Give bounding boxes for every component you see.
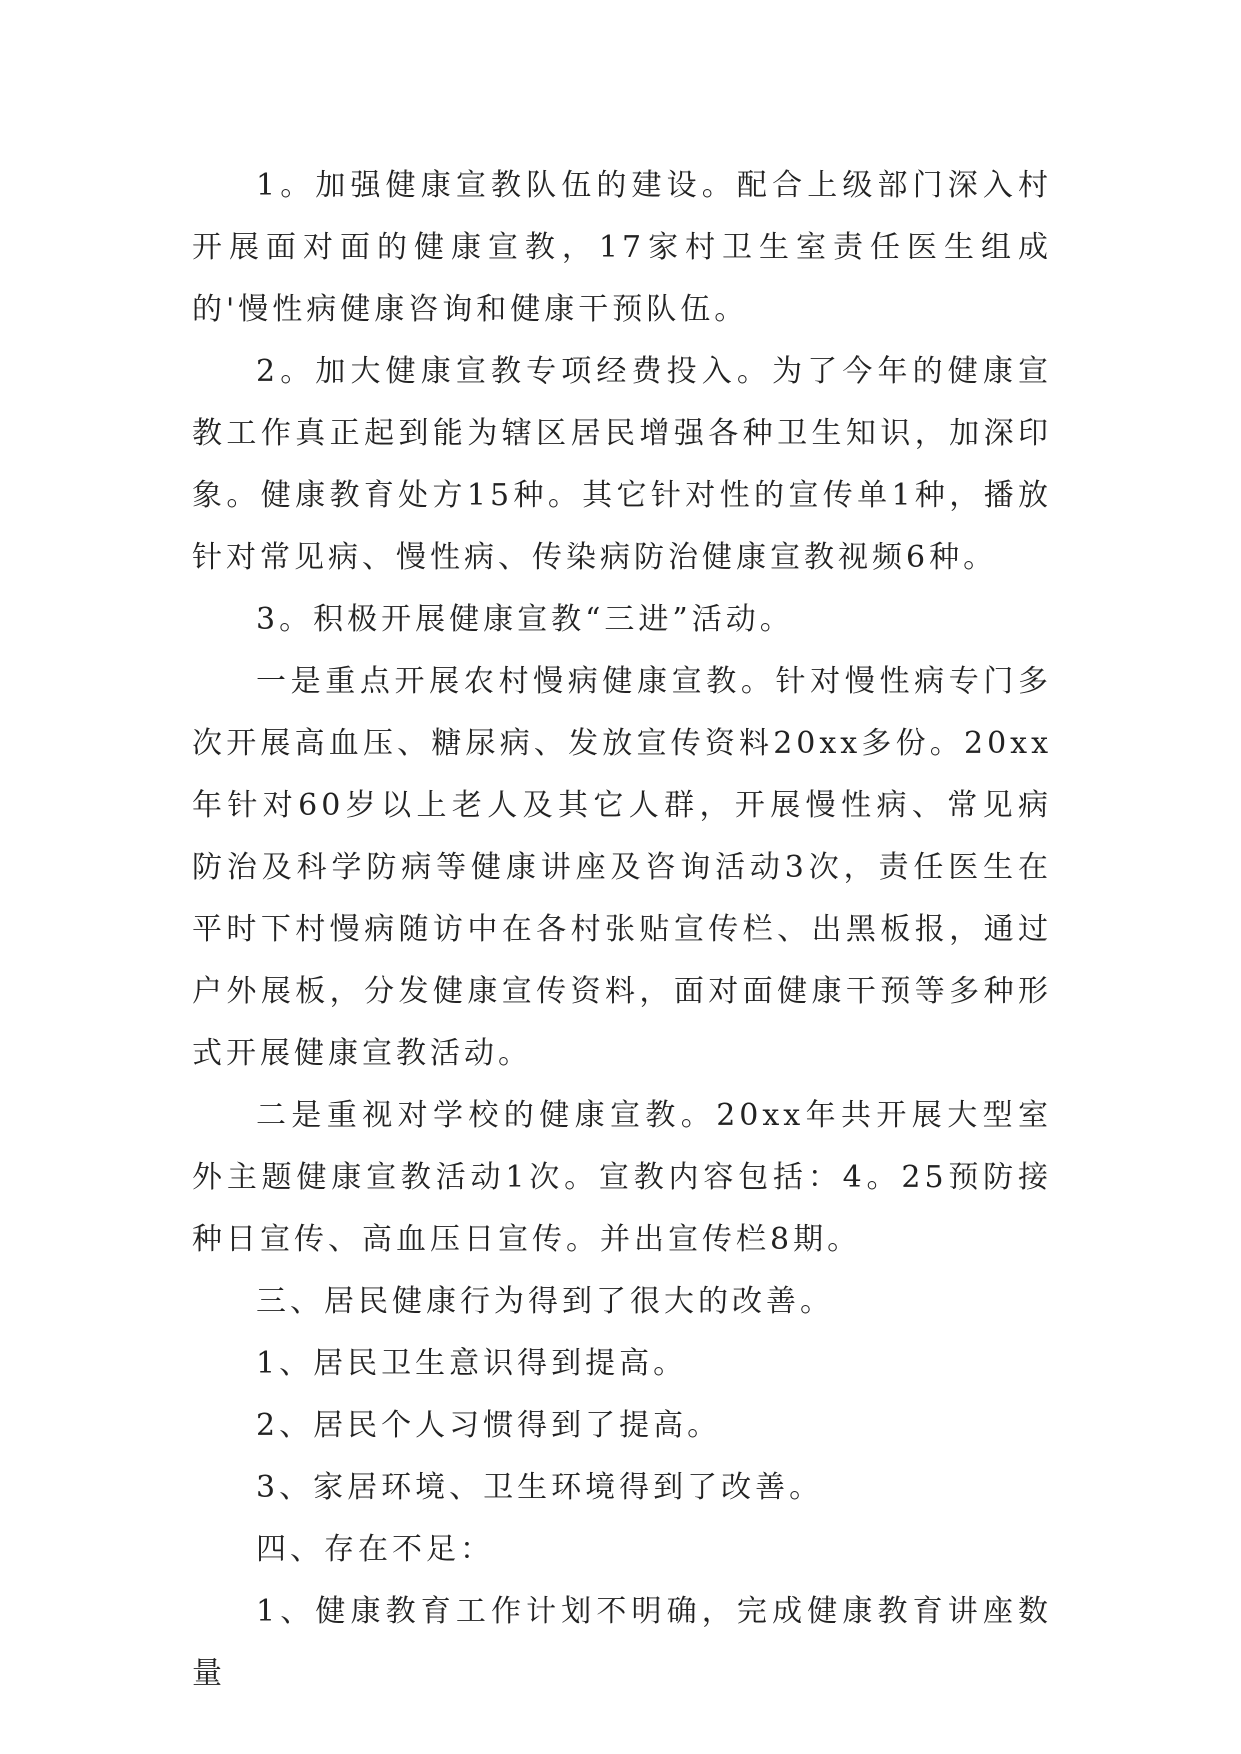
list-item-hygiene-awareness: 1、居民卫生意识得到提高。 <box>256 1346 688 1381</box>
paragraph-three-entries: 3。积极开展健康宣教“三进”活动。 <box>256 602 794 637</box>
list-item-unclear-plan: 1、健康教育工作计划不明确，完成健康教育讲座数量 <box>192 1594 1052 1691</box>
list-item-environment: 3、家居环境、卫生环境得到了改善。 <box>256 1470 824 1505</box>
paragraph-rural-education: 一是重点开展农村慢病健康宣教。针对慢性病专门多次开展高血压、糖尿病、发放宣传资料20xx多份。20xx年针对60岁以上老人及其它人群，开展慢性病、常见病防治及科学防病等健康讲座及咨询活动3次，责任医生在平时下村慢病随访中在各村张贴宣传栏、出黑板报，通过户外展板，分发健康宣传资料，面对面健康干预等多种形式开展健康宣教活动。 <box>192 664 1052 1071</box>
document-body <box>192 155 1052 1705</box>
paragraph-team-building: 1。加强健康宣教队伍的建设。配合上级部门深入村开展面对面的健康宣教，17家村卫生室责任医生组成的'慢性病健康咨询和健康干预队伍。 <box>192 168 1052 327</box>
heading-behavior-improvement: 三、居民健康行为得到了很大的改善。 <box>256 1284 834 1319</box>
list-item-personal-habits: 2、居民个人习惯得到了提高。 <box>256 1408 722 1443</box>
heading-shortcomings: 四、存在不足： <box>256 1532 494 1567</box>
paragraph-school-education: 二是重视对学校的健康宣教。20xx年共开展大型室外主题健康宣教活动1次。宣教内容包括：4。25预防接种日宣传、高血压日宣传。并出宣传栏8期。 <box>192 1098 1052 1257</box>
paragraph-funding: 2。加大健康宣教专项经费投入。为了今年的健康宣教工作真正起到能为辖区居民增强各种卫生知识，加深印象。健康教育处方15种。其它针对性的宣传单1种，播放针对常见病、慢性病、传染病防治健康宣教视频6种。 <box>192 354 1052 575</box>
